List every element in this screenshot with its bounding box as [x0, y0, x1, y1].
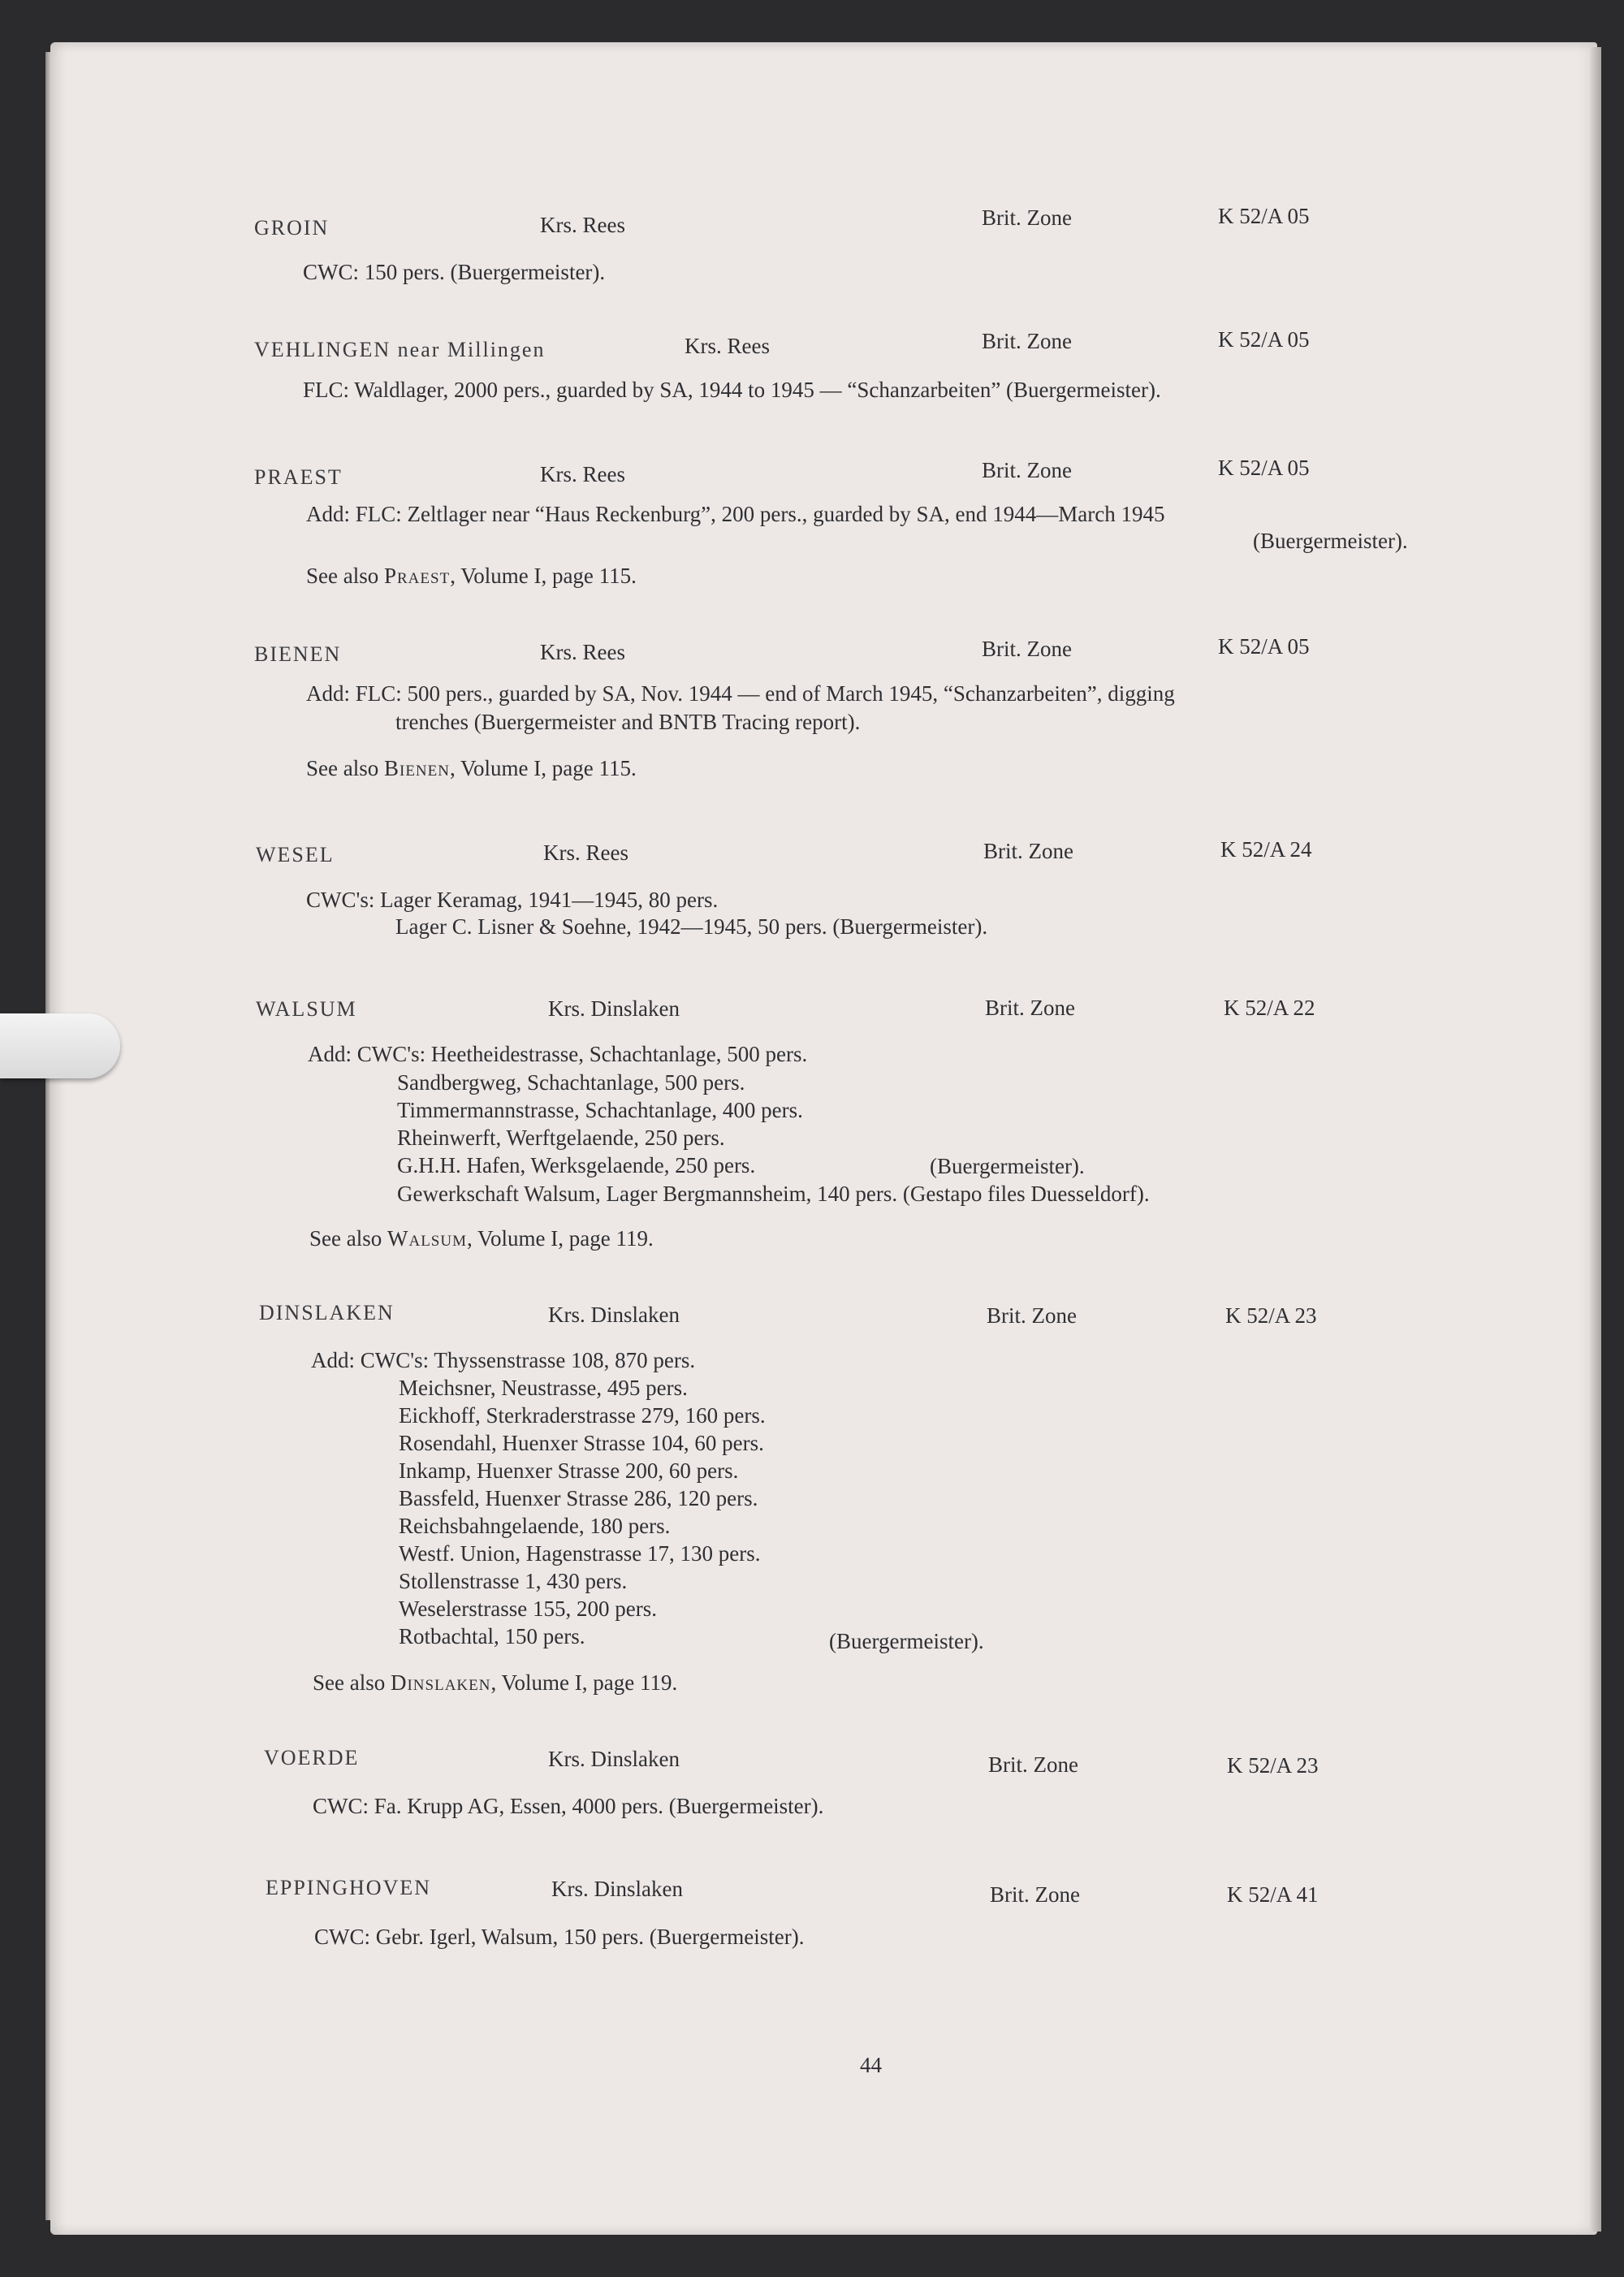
entry-zone-groin: Brit. Zone	[982, 205, 1072, 230]
entry-line-walsum-2: Timmermannstrasse, Schachtanlage, 400 pers.	[397, 1098, 803, 1122]
entry-line-walsum-6: Gewerkschaft Walsum, Lager Bergmannsheim, 140 pers. (Gestapo files Duesseldorf).	[397, 1182, 1150, 1206]
entry-line-walsum-3: Rheinwerft, Werftgelaende, 250 pers.	[397, 1126, 725, 1150]
entry-line-praest-1: (Buergermeister).	[1253, 529, 1408, 553]
entry-line-dinslaken-1: Meichsner, Neustrasse, 495 pers.	[399, 1376, 688, 1400]
entry-mapref-wesel: K 52/A 24	[1220, 837, 1312, 862]
entry-mapref-walsum: K 52/A 22	[1224, 996, 1315, 1020]
entry-kreis-praest: Krs. Rees	[540, 462, 625, 486]
entry-line-walsum-0: Add: CWC's: Heetheidestrasse, Schachtanlage, 500 pers.	[308, 1042, 808, 1066]
entry-place-vehlingen: VEHLINGEN near Millingen	[254, 338, 546, 361]
entry-place-praest: PRAEST	[254, 465, 343, 489]
entry-line-dinslaken-6: Reichsbahngelaende, 180 pers.	[399, 1514, 671, 1538]
entry-line-dinslaken-3: Rosendahl, Huenxer Strasse 104, 60 pers.	[399, 1431, 764, 1455]
entry-mapref-bienen: K 52/A 05	[1218, 634, 1310, 659]
entry-kreis-wesel: Krs. Rees	[543, 840, 628, 865]
entry-mapref-vehlingen: K 52/A 05	[1218, 327, 1310, 352]
entry-line-dinslaken-9: Weselerstrasse 155, 200 pers.	[399, 1596, 657, 1621]
see-also-bienen: See also Bienen, Volume I, page 115.	[306, 756, 637, 780]
entry-line-dinslaken-2: Eickhoff, Sterkraderstrasse 279, 160 pers.	[399, 1403, 766, 1428]
entry-line-groin-0: CWC: 150 pers. (Buergermeister).	[303, 260, 606, 284]
entry-place-voerde: VOERDE	[264, 1746, 360, 1769]
entry-zone-voerde: Brit. Zone	[988, 1752, 1078, 1777]
entry-line-walsum-5: (Buergermeister).	[930, 1154, 1085, 1178]
entry-zone-walsum: Brit. Zone	[985, 996, 1075, 1020]
entry-kreis-dinslaken: Krs. Dinslaken	[548, 1303, 680, 1327]
entry-line-bienen-0: Add: FLC: 500 pers., guarded by SA, Nov. 1944 — end of March 1945, “Schanzarbeiten”, digging	[306, 681, 1175, 706]
entry-line-praest-0: Add: FLC: Zeltlager near “Haus Reckenburg”, 200 pers., guarded by SA, end 1944—March 1945	[306, 502, 1165, 526]
entry-mapref-voerde: K 52/A 23	[1227, 1753, 1319, 1778]
entry-place-groin: GROIN	[254, 216, 330, 240]
entry-kreis-walsum: Krs. Dinslaken	[548, 996, 680, 1021]
entry-zone-bienen: Brit. Zone	[982, 637, 1072, 661]
entry-line-dinslaken-5: Bassfeld, Huenxer Strasse 286, 120 pers.	[399, 1486, 758, 1510]
see-also-walsum: See also Walsum, Volume I, page 119.	[309, 1226, 654, 1251]
entry-line-wesel-1: Lager C. Lisner & Soehne, 1942—1945, 50 pers. (Buergermeister).	[395, 914, 988, 939]
entry-kreis-vehlingen: Krs. Rees	[685, 334, 770, 358]
entry-mapref-groin: K 52/A 05	[1218, 204, 1310, 228]
entry-place-bienen: BIENEN	[254, 642, 342, 666]
page-number: 44	[860, 2053, 882, 2077]
page-clip	[0, 1013, 120, 1078]
entry-line-voerde-0: CWC: Fa. Krupp AG, Essen, 4000 pers. (Buergermeister).	[313, 1794, 824, 1818]
see-also-dinslaken: See also Dinslaken, Volume I, page 119.	[313, 1670, 678, 1695]
entry-place-eppinghoven: EPPINGHOVEN	[266, 1876, 431, 1899]
entry-zone-dinslaken: Brit. Zone	[987, 1303, 1077, 1328]
entry-zone-eppinghoven: Brit. Zone	[990, 1882, 1080, 1907]
entry-kreis-voerde: Krs. Dinslaken	[548, 1747, 680, 1771]
entry-line-vehlingen-0: FLC: Waldlager, 2000 pers., guarded by SA, 1944 to 1945 — “Schanzarbeiten” (Buergermeister).	[303, 378, 1161, 402]
entry-line-walsum-1: Sandbergweg, Schachtanlage, 500 pers.	[397, 1070, 745, 1095]
entry-mapref-praest: K 52/A 05	[1218, 456, 1310, 480]
entry-kreis-eppinghoven: Krs. Dinslaken	[551, 1877, 683, 1901]
entry-place-wesel: WESEL	[256, 843, 335, 866]
entry-mapref-eppinghoven: K 52/A 41	[1227, 1882, 1319, 1907]
entry-kreis-groin: Krs. Rees	[540, 213, 625, 237]
entry-line-dinslaken-4: Inkamp, Huenxer Strasse 200, 60 pers.	[399, 1458, 739, 1483]
entry-line-dinslaken-11: (Buergermeister).	[829, 1629, 984, 1653]
entry-line-wesel-0: CWC's: Lager Keramag, 1941—1945, 80 pers.	[306, 888, 719, 912]
document-page	[50, 42, 1597, 2235]
entry-zone-wesel: Brit. Zone	[983, 839, 1073, 863]
entry-zone-vehlingen: Brit. Zone	[982, 329, 1072, 353]
entry-place-walsum: WALSUM	[256, 997, 357, 1021]
entry-line-walsum-4: G.H.H. Hafen, Werksgelaende, 250 pers.	[397, 1153, 756, 1177]
entry-line-dinslaken-0: Add: CWC's: Thyssenstrasse 108, 870 pers.	[311, 1348, 696, 1372]
entry-line-bienen-1: trenches (Buergermeister and BNTB Tracing report).	[395, 710, 861, 734]
page-right-edge	[1590, 47, 1601, 2232]
see-also-praest: See also Praest, Volume I, page 115.	[306, 564, 637, 588]
entry-place-dinslaken: DINSLAKEN	[259, 1301, 395, 1324]
entry-zone-praest: Brit. Zone	[982, 458, 1072, 482]
entry-line-dinslaken-8: Stollenstrasse 1, 430 pers.	[399, 1569, 628, 1593]
entry-line-eppinghoven-0: CWC: Gebr. Igerl, Walsum, 150 pers. (Buergermeister).	[314, 1925, 805, 1949]
entry-kreis-bienen: Krs. Rees	[540, 640, 625, 664]
entry-line-dinslaken-10: Rotbachtal, 150 pers.	[399, 1624, 585, 1648]
entry-mapref-dinslaken: K 52/A 23	[1225, 1303, 1317, 1328]
entry-line-dinslaken-7: Westf. Union, Hagenstrasse 17, 130 pers.	[399, 1541, 761, 1566]
